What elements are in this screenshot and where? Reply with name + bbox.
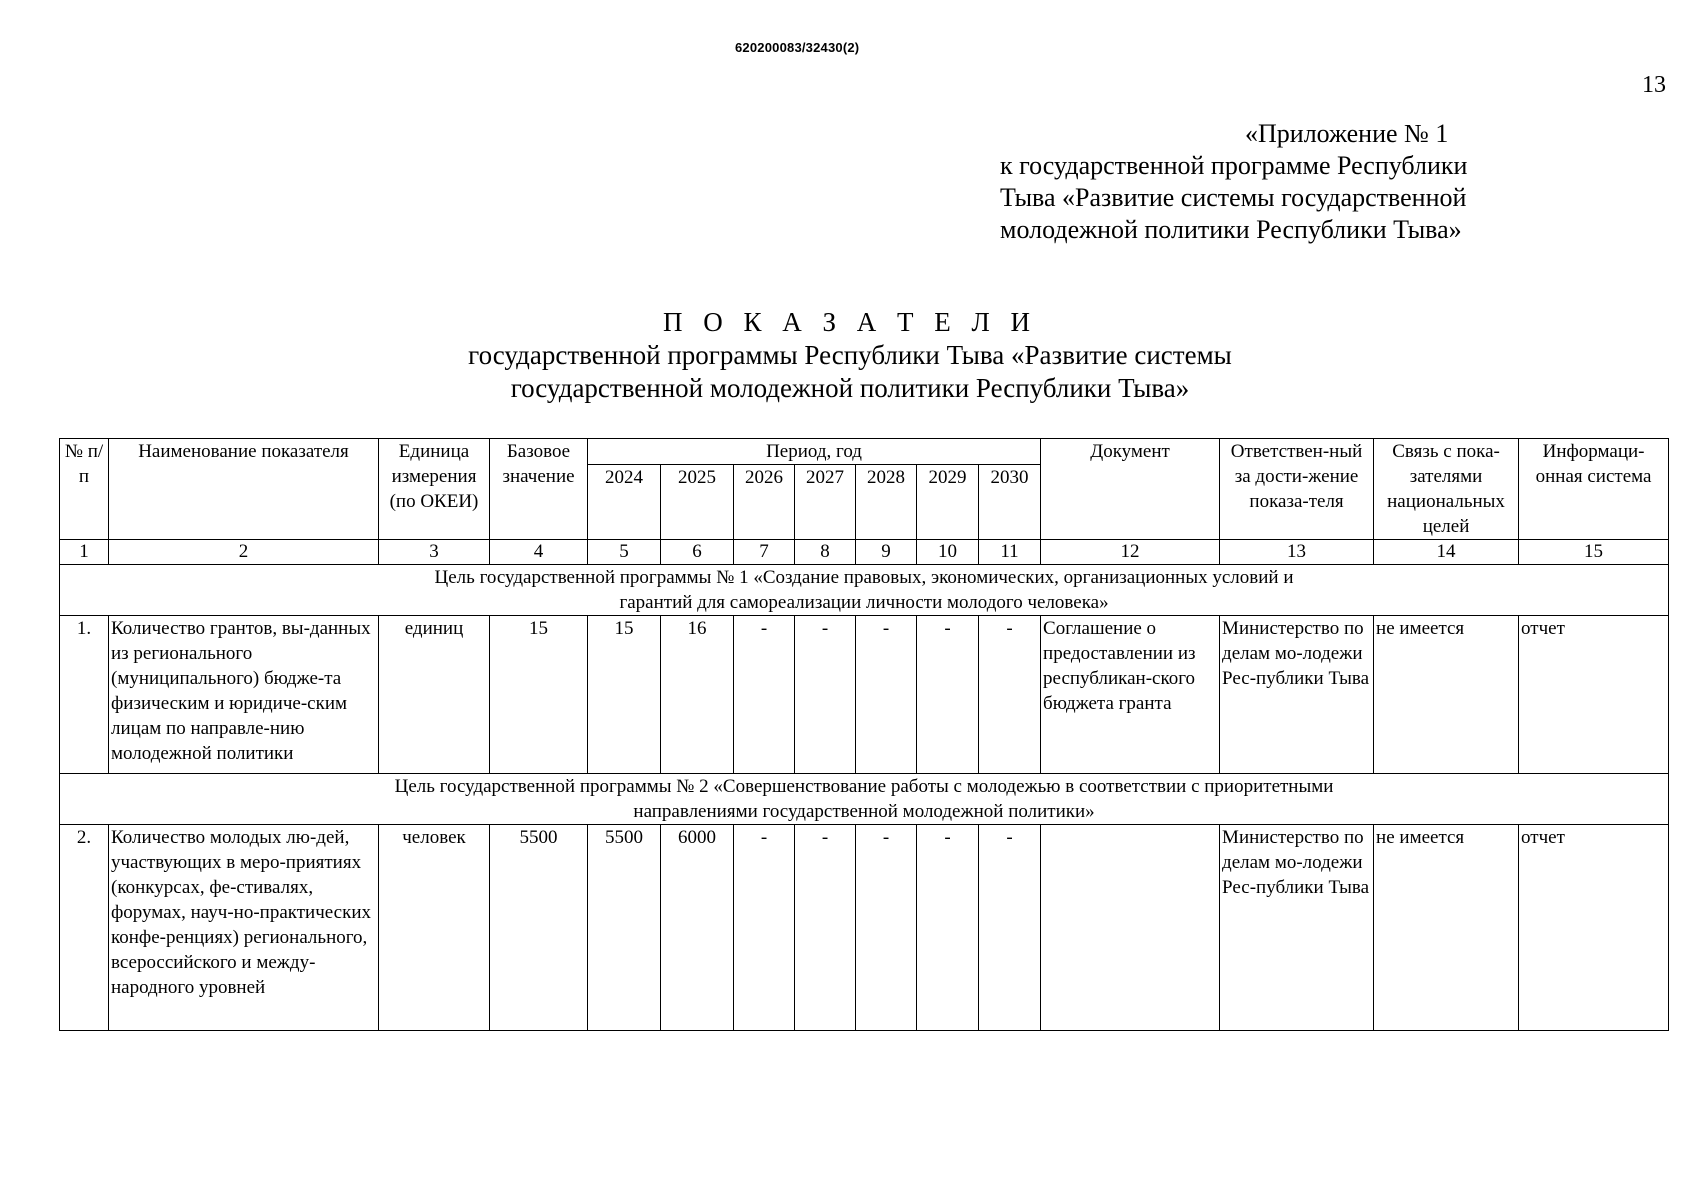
row-2-value: - (856, 825, 917, 1031)
row-2-infosys: отчет (1519, 825, 1669, 1031)
header-year: 2030 (979, 465, 1041, 540)
row-2-link: не имеется (1374, 825, 1519, 1031)
goal-row-1 (60, 565, 1669, 616)
header-row-1 (60, 439, 1669, 465)
column-number: 14 (1374, 540, 1519, 565)
column-numbers-row (60, 540, 1669, 565)
goal-1-text: Цель государственной программы № 1 «Создание правовых, экономических, организационных условий и гарантий для самореализации личности молодого человека» (60, 565, 1669, 616)
column-number: 7 (734, 540, 795, 565)
header-document: Документ (1041, 439, 1220, 540)
row-1-base: 15 (490, 616, 588, 774)
row-1-name: Количество грантов, вы-данных из регионального (муниципального) бюдже-та физическим и юридиче-ским лицам по направле-нию молодежной политики (109, 616, 379, 774)
indicators-table (59, 438, 1669, 1031)
row-1-unit: единиц (379, 616, 490, 774)
row-1-value: - (917, 616, 979, 774)
column-number: 10 (917, 540, 979, 565)
row-2-value: - (979, 825, 1041, 1031)
header-link: Связь с пока-зателями национальных целей (1374, 439, 1519, 540)
column-number: 15 (1519, 540, 1669, 565)
header-infosys: Информаци-онная система (1519, 439, 1669, 540)
header-year: 2029 (917, 465, 979, 540)
page-number: 13 (1642, 72, 1666, 98)
column-number: 8 (795, 540, 856, 565)
title-heading: П О К А З А Т Е Л И (662, 307, 1038, 337)
appendix-line-3: Тыва «Развитие системы государственной (1000, 183, 1467, 212)
column-number: 12 (1041, 540, 1220, 565)
document-id: 620200083/32430(2) (735, 40, 860, 55)
row-2-unit: человек (379, 825, 490, 1031)
row-1-value: 15 (588, 616, 661, 774)
title-line-1: государственной программы Республики Тыва «Развитие системы (468, 340, 1232, 370)
row-2-name: Количество молодых лю-дей, участвующих в меро-приятиях (конкурсах, фе-стивалях, форумах, науч-но-практических конфе-ренциях) регионального, всероссийского и между-народного уровней (109, 825, 379, 1031)
row-1-link: не имеется (1374, 616, 1519, 774)
goal-row-2 (60, 774, 1669, 825)
row-1-num: 1. (60, 616, 109, 774)
appendix-line-2: к государственной программе Республики (1000, 151, 1468, 180)
row-2-value: 5500 (588, 825, 661, 1031)
row-2-document (1041, 825, 1220, 1031)
row-2-value: - (917, 825, 979, 1031)
header-period: Период, год (588, 439, 1041, 465)
row-2-num: 2. (60, 825, 109, 1031)
row-2-base: 5500 (490, 825, 588, 1031)
header-year: 2027 (795, 465, 856, 540)
row-1-value: - (795, 616, 856, 774)
table-row (60, 616, 1669, 774)
row-2-value: - (734, 825, 795, 1031)
column-number: 5 (588, 540, 661, 565)
column-number: 2 (109, 540, 379, 565)
header-unit: Единица измерения (по ОКЕИ) (379, 439, 490, 540)
header-responsible: Ответствен-ный за дости-жение показа-теля (1220, 439, 1374, 540)
column-number: 6 (661, 540, 734, 565)
header-year: 2026 (734, 465, 795, 540)
header-year: 2025 (661, 465, 734, 540)
row-1-value: - (856, 616, 917, 774)
header-year: 2024 (588, 465, 661, 540)
column-number: 9 (856, 540, 917, 565)
column-number: 1 (60, 540, 109, 565)
header-base: Базовое значение (490, 439, 588, 540)
table-row (60, 825, 1669, 1031)
appendix-line-4: молодежной политики Республики Тыва» (1000, 215, 1462, 244)
appendix-caption (1000, 118, 1697, 246)
goal-2-text: Цель государственной программы № 2 «Совершенствование работы с молодежью в соответствии с приоритетными направлениями государственной молодежной политики» (60, 774, 1669, 825)
title-line-2: государственной молодежной политики Республики Тыва» (510, 373, 1190, 403)
header-year: 2028 (856, 465, 917, 540)
header-name: Наименование показателя (109, 439, 379, 540)
column-number: 11 (979, 540, 1041, 565)
column-number: 3 (379, 540, 490, 565)
row-2-value: - (795, 825, 856, 1031)
row-1-value: 16 (661, 616, 734, 774)
appendix-line-1: «Приложение № 1 (1245, 119, 1449, 148)
row-2-responsible: Министерство по делам мо-лодежи Рес-публики Тыва (1220, 825, 1374, 1031)
row-2-value: 6000 (661, 825, 734, 1031)
column-number: 13 (1220, 540, 1374, 565)
row-1-responsible: Министерство по делам мо-лодежи Рес-публики Тыва (1220, 616, 1374, 774)
row-1-value: - (979, 616, 1041, 774)
row-1-value: - (734, 616, 795, 774)
column-number: 4 (490, 540, 588, 565)
header-num: № п/п (60, 439, 109, 540)
row-1-document: Соглашение о предоставлении из республикан-ского бюджета гранта (1041, 616, 1220, 774)
row-1-infosys: отчет (1519, 616, 1669, 774)
document-title (300, 306, 1400, 405)
